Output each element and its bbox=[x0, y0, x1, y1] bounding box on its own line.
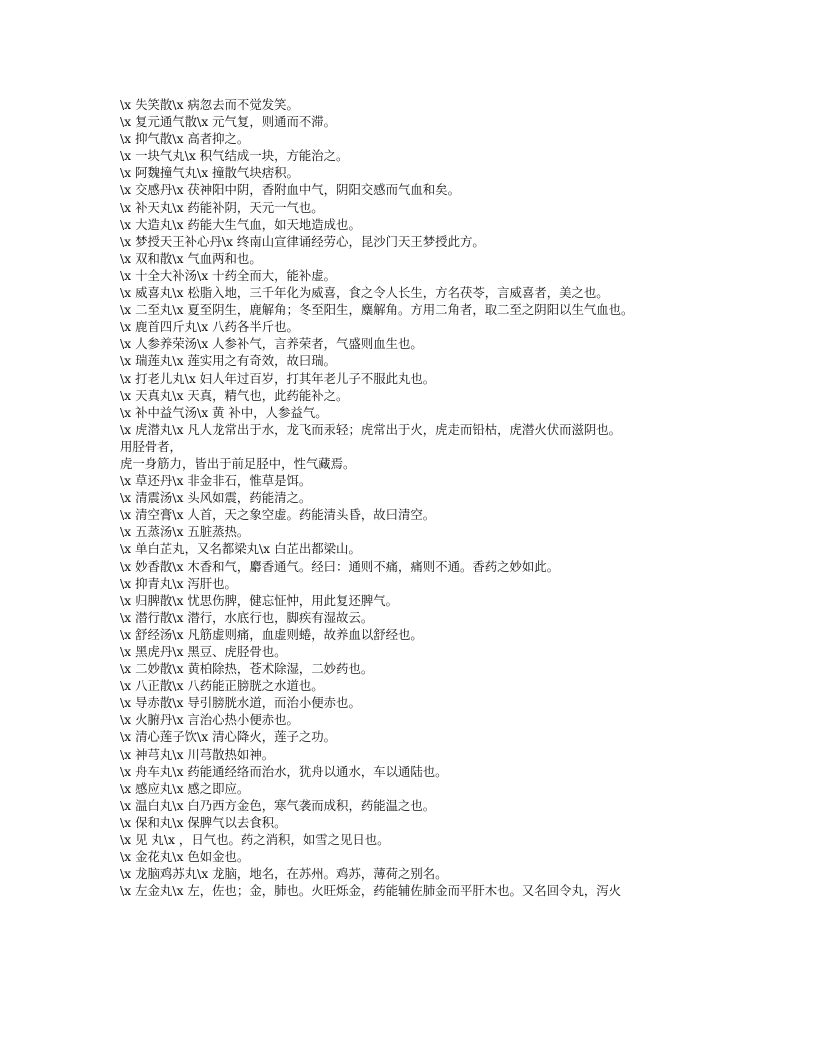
text-line: \x 十全大补汤\x 十药全而大，能补虚。 bbox=[120, 267, 337, 283]
text-line: \x 威喜丸\x 松脂入地，三千年化为威喜，食之令人长生，方名茯苓，言威喜者，美之也。 bbox=[120, 285, 609, 301]
text-line: \x 归脾散\x 忧思伤脾，健忘怔忡，用此复还脾气。 bbox=[120, 592, 399, 608]
text-line: \x 鹿首四斤丸\x 八药各半斤也。 bbox=[120, 319, 299, 335]
text-line: \x 打老儿丸\x 妇人年过百岁，打其年老儿子不服此丸也。 bbox=[120, 370, 436, 386]
text-line: \x 神芎丸\x 川芎散热如神。 bbox=[120, 746, 275, 762]
text-line: \x 八正散\x 八药能正膀胱之水道也。 bbox=[120, 678, 324, 694]
text-line: \x 瑞莲丸\x 莲实用之有奇效，故曰瑞。 bbox=[120, 353, 337, 369]
text-line: 用胫骨者， bbox=[120, 438, 182, 454]
text-line: \x 温白丸\x 白乃西方金色，寒气袭而成积，药能温之也。 bbox=[120, 797, 436, 813]
text-line: \x 虎潜丸\x 凡人龙常出于水，龙飞而汞轻；虎常出于火，虎走而铅枯，虎潜火伏而滋阴也。 bbox=[120, 421, 622, 437]
text-line: \x 抑青丸\x 泻肝也。 bbox=[120, 575, 237, 591]
text-line: \x 大造丸\x 药能大生气血，如天地造成也。 bbox=[120, 216, 361, 232]
text-line: \x 潜行散\x 潜行，水底行也，脚疾有湿故云。 bbox=[120, 609, 374, 625]
text-line: \x 五蒸汤\x 五脏蒸热。 bbox=[120, 524, 250, 540]
text-line: \x 补中益气汤\x 黄 补中，人参益气。 bbox=[120, 404, 328, 420]
text-line: \x 妙香散\x 木香和气，麝香通气。经曰：通则不痛，痛则不通。香药之妙如此。 bbox=[120, 558, 560, 574]
text-line: \x 龙脑鸡苏丸\x 龙脑，地名，在苏州。鸡苏，薄荷之别名。 bbox=[120, 866, 448, 882]
text-line: \x 补天丸\x 药能补阴，天元一气也。 bbox=[120, 199, 324, 215]
text-line: \x 梦授天王补心丹\x 终南山宣律诵经劳心，昆沙门天王梦授此方。 bbox=[120, 233, 485, 249]
text-line: \x 左金丸\x 左，佐也；金，肺也。火旺烁金，药能辅佐肺金而平肝木也。又名回令丸，泻火 bbox=[120, 883, 622, 899]
text-line: \x 单白芷丸，又名都梁丸\x 白芷出都梁山。 bbox=[120, 541, 361, 557]
text-line: \x 清空膏\x 人首，天之象空虚。药能清头昏，故曰清空。 bbox=[120, 507, 436, 523]
text-line: \x 人参养荣汤\x 人参补气，言养荣者，气盛则血生也。 bbox=[120, 336, 423, 352]
text-line: \x 感应丸\x 感之即应。 bbox=[120, 780, 250, 796]
text-line: \x 保和丸\x 保脾气以去食积。 bbox=[120, 814, 287, 830]
text-line: \x 见 丸\x ，日气也。药之消积，如雪之见日也。 bbox=[120, 832, 390, 848]
text-line: \x 火腑丹\x 言治心热小便赤也。 bbox=[120, 712, 299, 728]
text-line: 虎一身筋力，皆出于前足胫中，性气藏焉。 bbox=[120, 455, 356, 471]
text-line: \x 二妙散\x 黄柏除热，苍术除湿，二妙药也。 bbox=[120, 661, 374, 677]
text-line: \x 清心莲子饮\x 清心降火，莲子之功。 bbox=[120, 729, 337, 745]
text-line: \x 导赤散\x 导引膀胱水道，而治小便赤也。 bbox=[120, 695, 361, 711]
text-line: \x 阿魏撞气丸\x 撞散气块痞积。 bbox=[120, 165, 299, 181]
text-line: \x 金花丸\x 色如金也。 bbox=[120, 849, 250, 865]
text-line: \x 交感丹\x 茯神阳中阴，香附血中气，阴阳交感而气血和矣。 bbox=[120, 182, 460, 198]
text-line: \x 二至丸\x 夏至阴生，鹿解角；冬至阳生，麋解角。方用二角者，取二至之阴阳以生气血也。 bbox=[120, 302, 634, 318]
text-body bbox=[120, 96, 710, 899]
text-line: \x 舟车丸\x 药能通经络而治水，犹舟以通水，车以通陆也。 bbox=[120, 763, 448, 779]
text-line: \x 一块气丸\x 积气结成一块，方能治之。 bbox=[120, 148, 349, 164]
text-line: \x 抑气散\x 高者抑之。 bbox=[120, 131, 250, 147]
text-line: \x 清震汤\x 头风如震，药能清之。 bbox=[120, 490, 312, 506]
text-line: \x 草还丹\x 非金非石，惟草是饵。 bbox=[120, 473, 312, 489]
text-line: \x 复元通气散\x 元气复，则通而不滞。 bbox=[120, 114, 337, 130]
text-line: \x 失笑散\x 病忽去而不觉发笑。 bbox=[120, 97, 299, 112]
text-line: \x 黑虎丹\x 黑豆、虎胫骨也。 bbox=[120, 644, 287, 659]
text-line: \x 双和散\x 气血两和也。 bbox=[120, 250, 262, 266]
text-line: \x 舒经汤\x 凡筋虚则痛，血虚则蜷，故养血以舒经也。 bbox=[120, 626, 423, 642]
text-line: \x 天真丸\x 天真，精气也，此药能补之。 bbox=[120, 387, 349, 403]
